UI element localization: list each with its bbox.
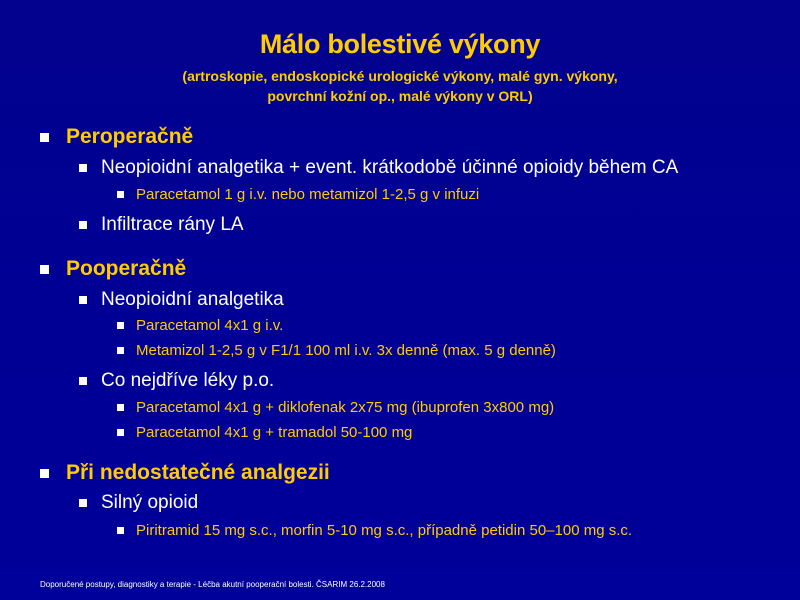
list-item-text: Co nejdříve léky p.o. bbox=[101, 370, 275, 391]
square-bullet-icon bbox=[117, 322, 124, 329]
list-item-text: Silný opioid bbox=[101, 492, 199, 513]
section-heading-text: Pooperačně bbox=[66, 257, 187, 280]
sub-list-item bbox=[136, 423, 412, 443]
list-item bbox=[101, 491, 198, 515]
square-bullet-icon bbox=[117, 404, 124, 411]
square-bullet-icon bbox=[117, 527, 124, 534]
section-heading-nedostatecna-analgezie bbox=[66, 460, 330, 486]
subtitle-line: (artroskopie, endoskopické urologické výkony, malé gyn. výkony, bbox=[182, 68, 618, 84]
square-bullet-icon bbox=[79, 499, 87, 507]
sub-list-item-text: Metamizol 1-2,5 g v F1/1 100 ml i.v. 3x denně (max. 5 g denně) bbox=[136, 342, 556, 359]
sub-list-item bbox=[136, 185, 479, 205]
sub-list-item-text: Paracetamol 4x1 g i.v. bbox=[136, 317, 284, 334]
sub-list-item-text: Paracetamol 4x1 g + tramadol 50-100 mg bbox=[136, 424, 413, 441]
list-item-text: Neopioidní analgetika + event. krátkodobě účinné opioidy během CA bbox=[101, 157, 679, 178]
section-heading-peroperacne bbox=[66, 124, 193, 150]
square-bullet-icon bbox=[40, 133, 49, 142]
list-item bbox=[101, 213, 244, 237]
subtitle-line: povrchní kožní op., malé výkony v ORL) bbox=[267, 88, 533, 104]
square-bullet-icon bbox=[117, 429, 124, 436]
slide-subtitle bbox=[0, 66, 800, 106]
section-heading-text: Při nedostatečné analgezii bbox=[66, 461, 330, 484]
sub-list-item bbox=[136, 521, 632, 541]
section-heading-text: Peroperačně bbox=[66, 125, 194, 148]
square-bullet-icon bbox=[79, 221, 87, 229]
square-bullet-icon bbox=[79, 164, 87, 172]
square-bullet-icon bbox=[79, 296, 87, 304]
sub-list-item-text: Paracetamol 4x1 g + diklofenak 2x75 mg (ibuprofen 3x800 mg) bbox=[136, 399, 555, 416]
list-item-text: Neopioidní analgetika bbox=[101, 289, 284, 310]
sub-list-item-text: Piritramid 15 mg s.c., morfin 5-10 mg s.c., případně petidin 50–100 mg s.c. bbox=[136, 522, 633, 539]
list-item bbox=[101, 288, 284, 312]
slide-title: Málo bolestivé výkony bbox=[259, 29, 541, 59]
sub-list-item bbox=[136, 316, 283, 336]
sub-list-item bbox=[136, 341, 556, 361]
sub-list-item-text: Paracetamol 1 g i.v. nebo metamizol 1-2,5 g v infuzi bbox=[136, 186, 480, 203]
section-heading-pooperacne bbox=[66, 256, 186, 282]
square-bullet-icon bbox=[40, 469, 49, 478]
square-bullet-icon bbox=[40, 265, 49, 274]
sub-list-item bbox=[136, 398, 554, 418]
list-item bbox=[101, 369, 274, 393]
list-item-text: Infiltrace rány LA bbox=[101, 214, 244, 235]
square-bullet-icon bbox=[79, 377, 87, 385]
square-bullet-icon bbox=[117, 191, 124, 198]
footer-citation: Doporučené postupy, diagnostiky a terapie - Léčba akutní pooperační bolesti. ČSARIM 26.2.2008 bbox=[40, 580, 385, 589]
list-item bbox=[101, 156, 678, 180]
square-bullet-icon bbox=[117, 347, 124, 354]
